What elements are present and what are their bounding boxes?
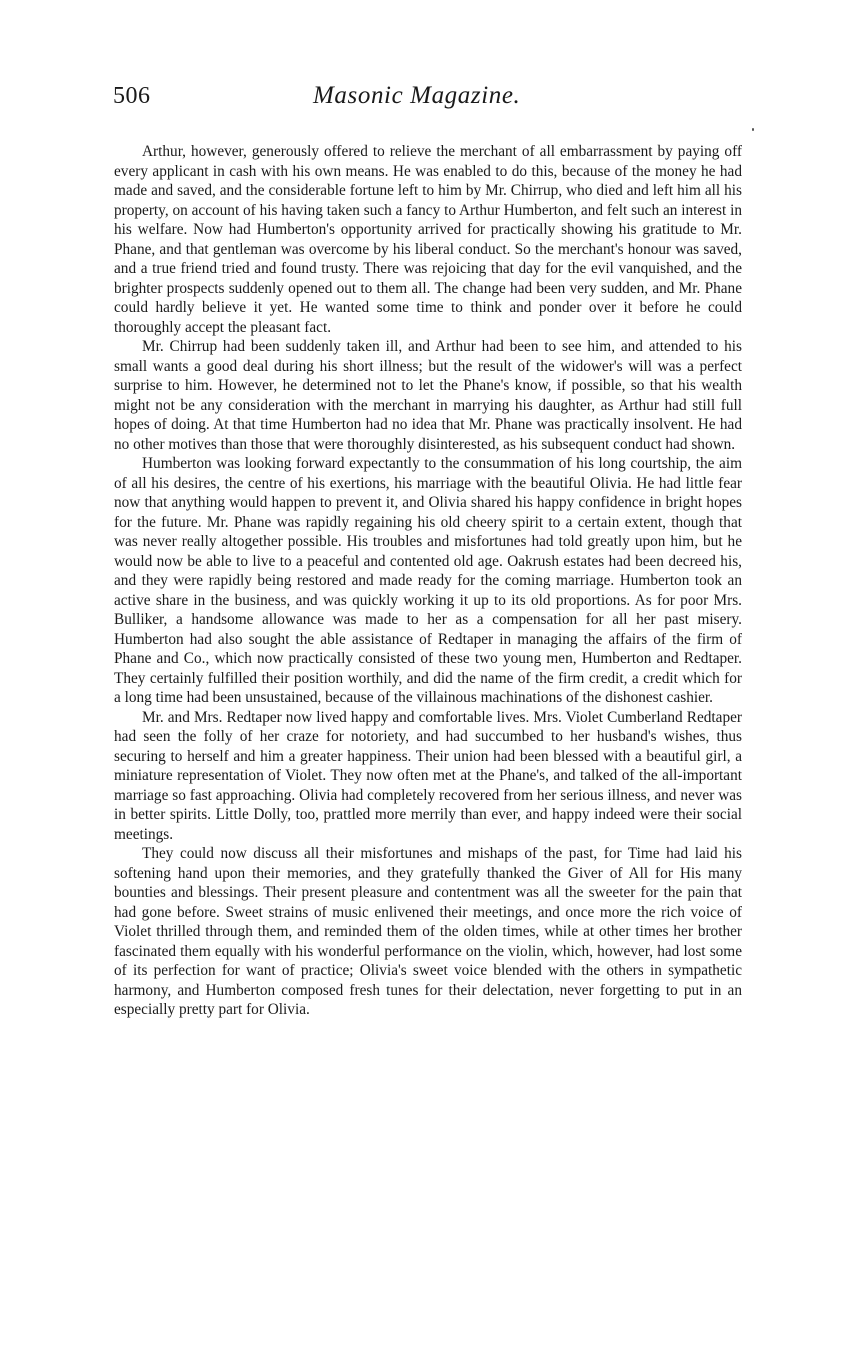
paragraph-5: They could now discuss all their misfortunes and mishaps of the past, for Time had laid his softening hand upon their memories, and they gratefully thanked the Giver of All for His many bounties and blessings. Their present pleasure and contentment was all the sweeter for the pain that had gone before. Sweet strains of music enlivened their meetings, and once more the rich voice of Violet thrilled through them, and reminded them of the olden times, while at other times her brother fascinated them equally with his wonderful performance on the violin, which, however, had lost some of its perfection for want of practice; Olivia's sweet voice blended with the others in sympathetic harmony, and Humberton composed fresh tunes for their delectation, never forgetting to put in an especially pretty part for Olivia.	[114, 845, 742, 1018]
print-speck	[752, 128, 754, 131]
paragraph-2: Mr. Chirrup had been suddenly taken ill, and Arthur had been to see him, and attended to his small wants a good deal during his short illness; but the result of the widower's will was a perfect surprise to him. However, he determined not to let the Phane's know, if possible, so that his wealth might not be any consideration with the merchant in marrying his daughter, as Arthur had still full hopes of doing. At that time Humberton had no idea that Mr. Phane was practically insolvent. He had no other motives than those that were thoroughly disinterested, as his subsequent conduct had shown.	[114, 338, 742, 453]
paragraph-3: Humberton was looking forward expectantly to the consummation of his long courtship, the aim of all his desires, the centre of his exertions, his marriage with the beautiful Olivia. He had little fear now that anything would happen to prevent it, and Olivia shared his happy confidence in bright hopes for the future. Mr. Phane was rapidly regaining his old cheery spirit to a certain extent, though that was never really altogether possible. His troubles and misfortunes had told greatly upon him, but he would now be able to live to a peaceful and contented old age. Oakrush estates had been decreed his, and they were rapidly being restored and made ready for the coming marriage. Humberton took an active share in the business, and was quickly working it up to its old proportions. As for poor Mrs. Bulliker, a handsome allowance was made to her as a compensation for all her past misery. Humberton had also sought the able assistance of Redtaper in managing the affairs of the firm of Phane and Co., which now practically consisted of these two young men, Humberton and Redtaper. They certainly fulfilled their position worthily, and did the name of the firm credit, a credit which for a long time had been unsustained, because of the villainous machinations of the dishonest cashier.	[114, 455, 742, 706]
page-header	[113, 80, 743, 120]
page-number: 506	[113, 83, 151, 109]
paragraph-4: Mr. and Mrs. Redtaper now lived happy and comfortable lives. Mrs. Violet Cumberland Redtaper had seen the folly of her craze for notoriety, and had succumbed to her husband's wishes, thus securing to herself and him a greater happiness. Their union had been blessed with a beautiful girl, a miniature representation of Violet. They now often met at the Phane's, and talked of the all-important marriage so fast approaching. Olivia had completely recovered from her serious illness, and never was in better spirits. Little Dolly, too, prattled more merrily than ever, and happy indeed were their social meetings.	[114, 708, 742, 843]
article-body	[114, 142, 742, 1020]
running-title: Masonic Magazine.	[313, 82, 521, 109]
paragraph-1: Arthur, however, generously offered to relieve the merchant of all embarrassment by paying off every applicant in cash with his own means. He was enabled to do this, because of the money he had made and saved, and the considerable fortune left to him by Mr. Chirrup, who died and left him all his property, on account of his having taken such a fancy to Arthur Humberton, and felt such an interest in his welfare. Now had Humberton's opportunity arrived for practically showing his gratitude to Mr. Phane, and that gentleman was overcome by his liberal conduct. So the merchant's honour was saved, and a true friend tried and found trusty. There was rejoicing that day for the evil vanquished, and the brighter prospects suddenly opened out to them all. The change had been very sudden, and Mr. Phane could hardly believe it yet. He wanted some time to think and ponder over it before he could thoroughly accept the pleasant fact.	[114, 143, 742, 336]
